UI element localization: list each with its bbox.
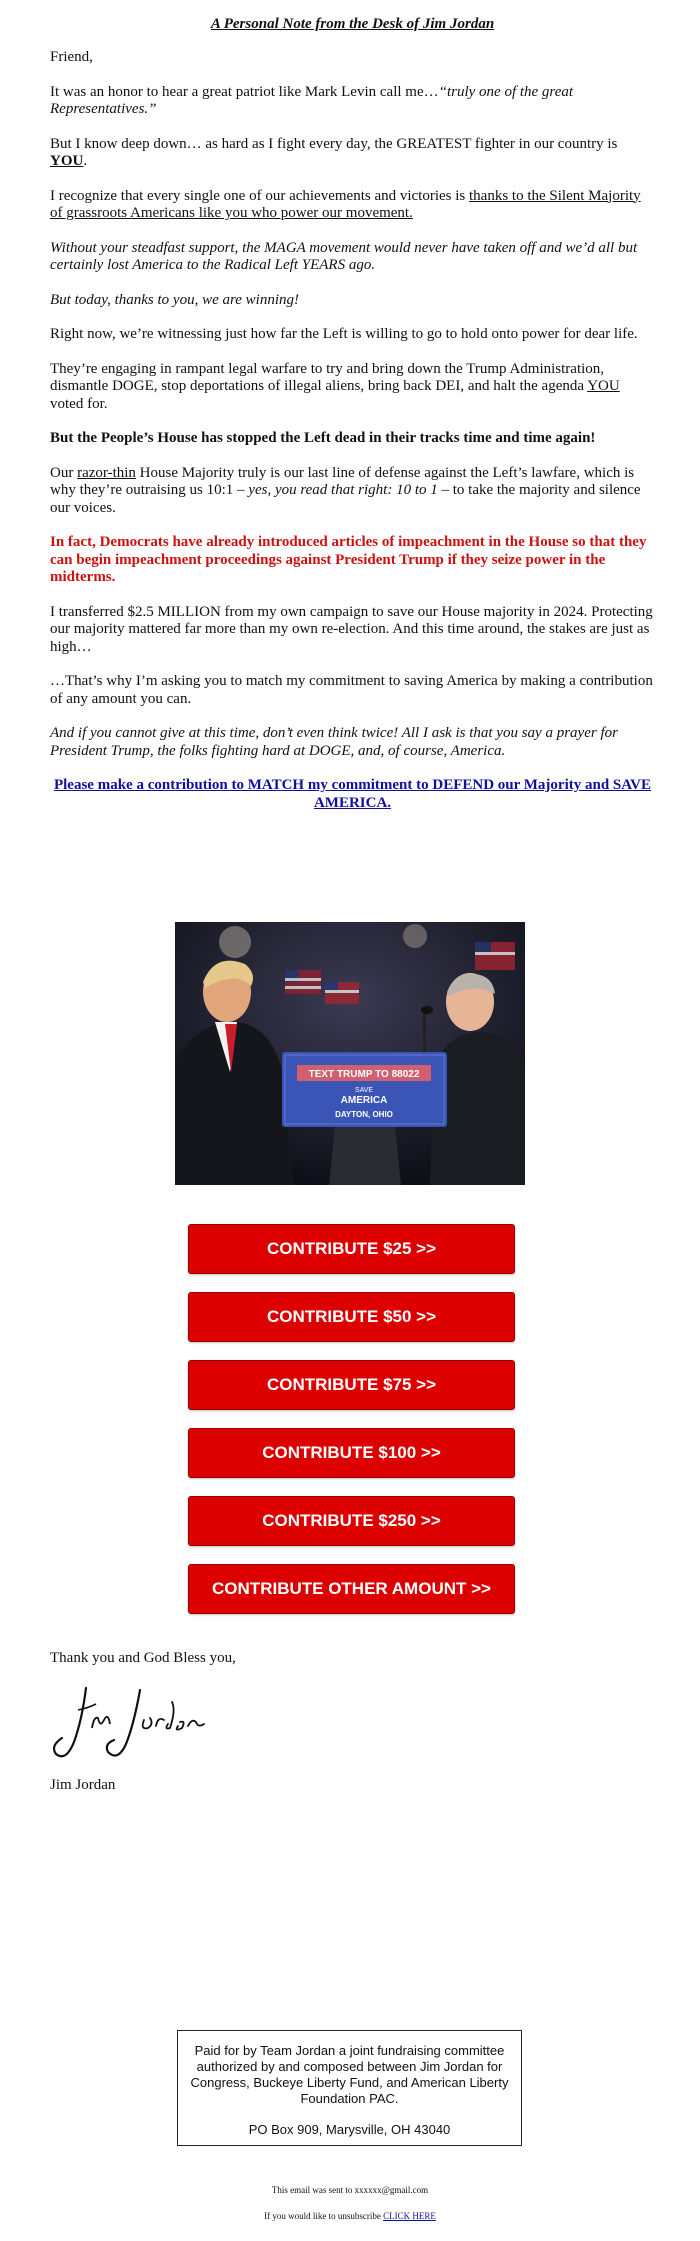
paragraph-peoples-house: But the People’s House has stopped the Left dead in their tracks time and time again! xyxy=(50,430,596,446)
closing-text: Thank you and God Bless you, xyxy=(50,1650,236,1666)
signer-name: Jim Jordan xyxy=(50,1777,116,1793)
letter-body xyxy=(50,16,655,812)
paragraph-levin xyxy=(50,84,655,119)
paragraph-winning: But today, thanks to you, we are winning! xyxy=(50,291,300,308)
sign-text-america: AMERICA xyxy=(340,1095,388,1106)
unsubscribe-link[interactable]: CLICK HERE xyxy=(383,2211,436,2221)
salutation: Friend, xyxy=(50,49,93,65)
sign-text-save: SAVE xyxy=(354,1087,374,1094)
razor-italic: yes, you read that right: 10 to 1 xyxy=(248,482,438,498)
rally-photo xyxy=(175,922,525,1185)
paragraph-lawfare xyxy=(50,361,655,414)
paragraph-razor-thin xyxy=(50,465,655,518)
lawfare-text: They’re engaging in rampant legal warfare to try and bring down the Trump Administration, dismantle DOGE, stop deportations of illegal aliens, bring back DEI, and halt the agenda xyxy=(50,360,605,394)
fighter-text: But I know deep down… as hard as I fight every day, the GREATEST fighter in our country is xyxy=(50,135,618,152)
razor-text-a: Our xyxy=(50,464,78,481)
paragraph-silent-majority xyxy=(50,188,655,223)
contribute-250-button[interactable]: CONTRIBUTE $250 >> xyxy=(188,1496,515,1546)
paid-for-disclaimer xyxy=(177,2030,522,2146)
razor-text-e: – to take the majority and silence our voices. xyxy=(50,482,641,516)
lawfare-you: YOU xyxy=(587,378,620,394)
letter-title: A Personal Note from the Desk of Jim Jordan xyxy=(210,16,495,32)
majority-underlined: thanks to the Silent Majority of grassroots Americans like you who power our movement. xyxy=(50,187,641,221)
fighter-end: . xyxy=(83,153,88,169)
paragraph-greatest-fighter xyxy=(50,136,655,171)
disclaimer-text: Paid for by Team Jordan a joint fundraising committee authorized by and composed between Jim Jordan for Congress, Buckeye Liberty Fund, and American Liberty Foundation PAC. xyxy=(190,2043,509,2106)
levin-text: It was an honor to hear a great patriot like Mark Levin call me… xyxy=(50,83,439,100)
unsubscribe-line xyxy=(0,2211,700,2221)
fighter-you: YOU xyxy=(50,153,84,169)
lawfare-end: voted for. xyxy=(50,395,108,412)
contribution-link[interactable]: Please make a contribution to MATCH my commitment to DEFEND our Majority and SAVE AMERICA. xyxy=(53,777,652,811)
sent-to-notice: This email was sent to xxxxxx@gmail.com xyxy=(271,2185,429,2195)
majority-text: I recognize that every single one of our achievements and victories is xyxy=(50,187,470,204)
contribute-100-button[interactable]: CONTRIBUTE $100 >> xyxy=(188,1428,515,1478)
disclaimer-address: PO Box 909, Marysville, OH 43040 xyxy=(248,2122,451,2137)
paragraph-prayer: And if you cannot give at this time, don’t even think twice! All I ask is that you say a prayer for President Trump, the folks fighting hard at DOGE, and, of course, America. xyxy=(50,725,618,759)
paragraph-match-ask: …That’s why I’m asking you to match my commitment to saving America by making a contribution of any amount you can. xyxy=(50,673,653,707)
unsubscribe-text: If you would like to unsubscribe xyxy=(264,2211,381,2221)
signature-image xyxy=(48,1680,208,1765)
contribute-75-button[interactable]: CONTRIBUTE $75 >> xyxy=(188,1360,515,1410)
razor-text-c: House Majority truly is our last line of defense against the Left’s lawfare, which is why they’re outraising us 10:1 – xyxy=(50,464,635,498)
sign-text-dayton: DAYTON, OHIO xyxy=(335,1110,393,1119)
levin-quote: “truly one of the great Representatives.” xyxy=(50,83,574,117)
sign-text-number: TEXT TRUMP TO 88022 xyxy=(308,1069,420,1080)
contribute-other-button[interactable]: CONTRIBUTE OTHER AMOUNT >> xyxy=(188,1564,515,1614)
contribute-25-button[interactable]: CONTRIBUTE $25 >> xyxy=(188,1224,515,1274)
paragraph-transferred: I transferred $2.5 MILLION from my own campaign to save our House majority in 2024. Protecting our majority mattered far more than my own re-election. And this time around, the stakes are just as high… xyxy=(50,603,653,655)
paragraph-impeachment: In fact, Democrats have already introduced articles of impeachment in the House so that they can begin impeachment proceedings against President Trump if they seize power in the midterms. xyxy=(50,534,647,585)
contribute-50-button[interactable]: CONTRIBUTE $50 >> xyxy=(188,1292,515,1342)
razor-thin-underlined: razor-thin xyxy=(77,464,136,481)
paragraph-support: Without your steadfast support, the MAGA movement would never have taken off and we’d all but certainly lost America to the Radical Left YEARS ago. xyxy=(50,239,638,273)
paragraph-left-power: Right now, we’re witnessing just how far the Left is willing to go to hold onto power for dear life. xyxy=(50,326,638,342)
